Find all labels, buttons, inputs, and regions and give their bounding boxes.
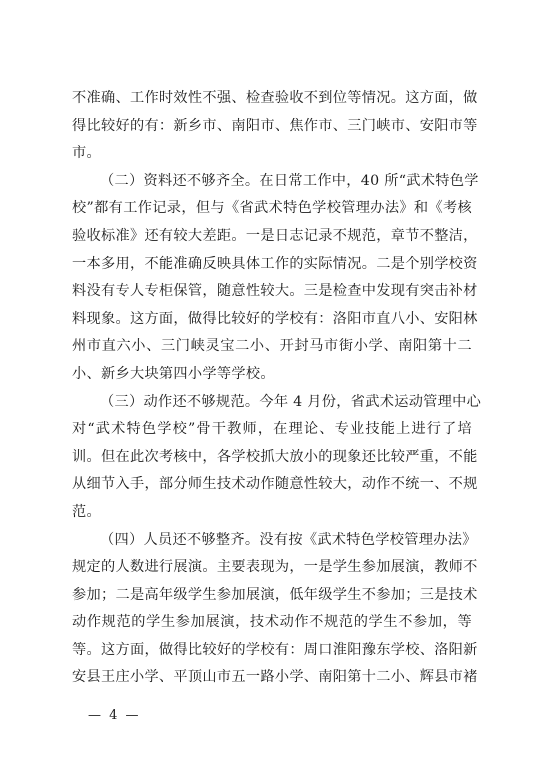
page-number: — 4 — — [88, 708, 141, 723]
text-line: 对“武术特色学校”骨干教师，在理论、专业技能上进行了培 — [72, 421, 472, 438]
text-line: 得比较好的有：新乡市、南阳市、焦作市、三门峡市、安阳市等 — [72, 117, 478, 134]
text-line: 训。但在此次考核中，各学校抓大放小的现象还比较严重，不能 — [72, 448, 478, 465]
text-line: 州市直六小、三门峡灵宝二小、开封马市街小学、南阳第十二 — [72, 338, 472, 355]
text-line: 不准确、工作时效性不强、检查验收不到位等情况。这方面，做 — [72, 90, 478, 106]
text-line: 安县王庄小学、平顶山市五一路小学、南阳第十二小、辉县市褚 — [72, 669, 478, 686]
text-line: 动作规范的学生参加展演，技术动作不规范的学生不参加，等 — [72, 614, 472, 631]
section-heading-line: （三）动作还不够规范。今年 4 月份，省武术运动管理中心 — [100, 393, 482, 410]
text-line: 范。 — [72, 503, 101, 520]
document-body — [72, 85, 482, 692]
text-line: 校”都有工作记录，但与《省武术特色学校管理办法》和《考核 — [72, 200, 472, 217]
text-line: 料现象。这方面，做得比较好的学校有：洛阳市直八小、安阳林 — [72, 310, 478, 327]
text-line: 等。这方面，做得比较好的学校有：周口淮阳豫东学校、洛阳新 — [72, 641, 478, 658]
text-line: 小、新乡大块第四小学等学校。 — [72, 365, 275, 382]
text-line: 规定的人数进行展演。主要表现为，一是学生参加展演，教师不 — [72, 559, 478, 576]
text-line: 市。 — [72, 145, 101, 162]
text-line: 从细节入手，部分师生技术动作随意性较大，动作不统一、不规 — [72, 476, 478, 493]
text-line: 参加；二是高年级学生参加展演，低年级学生不参加；三是技术 — [72, 586, 478, 603]
text-line: 一本多用，不能准确反映具体工作的实际情况。二是个别学校资 — [72, 255, 478, 272]
section-heading-line: （二）资料还不够齐全。在日常工作中，40 所“武术特色学 — [100, 172, 479, 189]
section-heading-line: （四）人员还不够整齐。没有按《武术特色学校管理办法》 — [100, 531, 477, 548]
text-line: 验收标准》还有较大差距。一是日志记录不规范，章节不整洁， — [72, 227, 478, 244]
text-line: 料没有专人专柜保管，随意性较大。三是检查中发现有突击补材 — [72, 283, 478, 300]
